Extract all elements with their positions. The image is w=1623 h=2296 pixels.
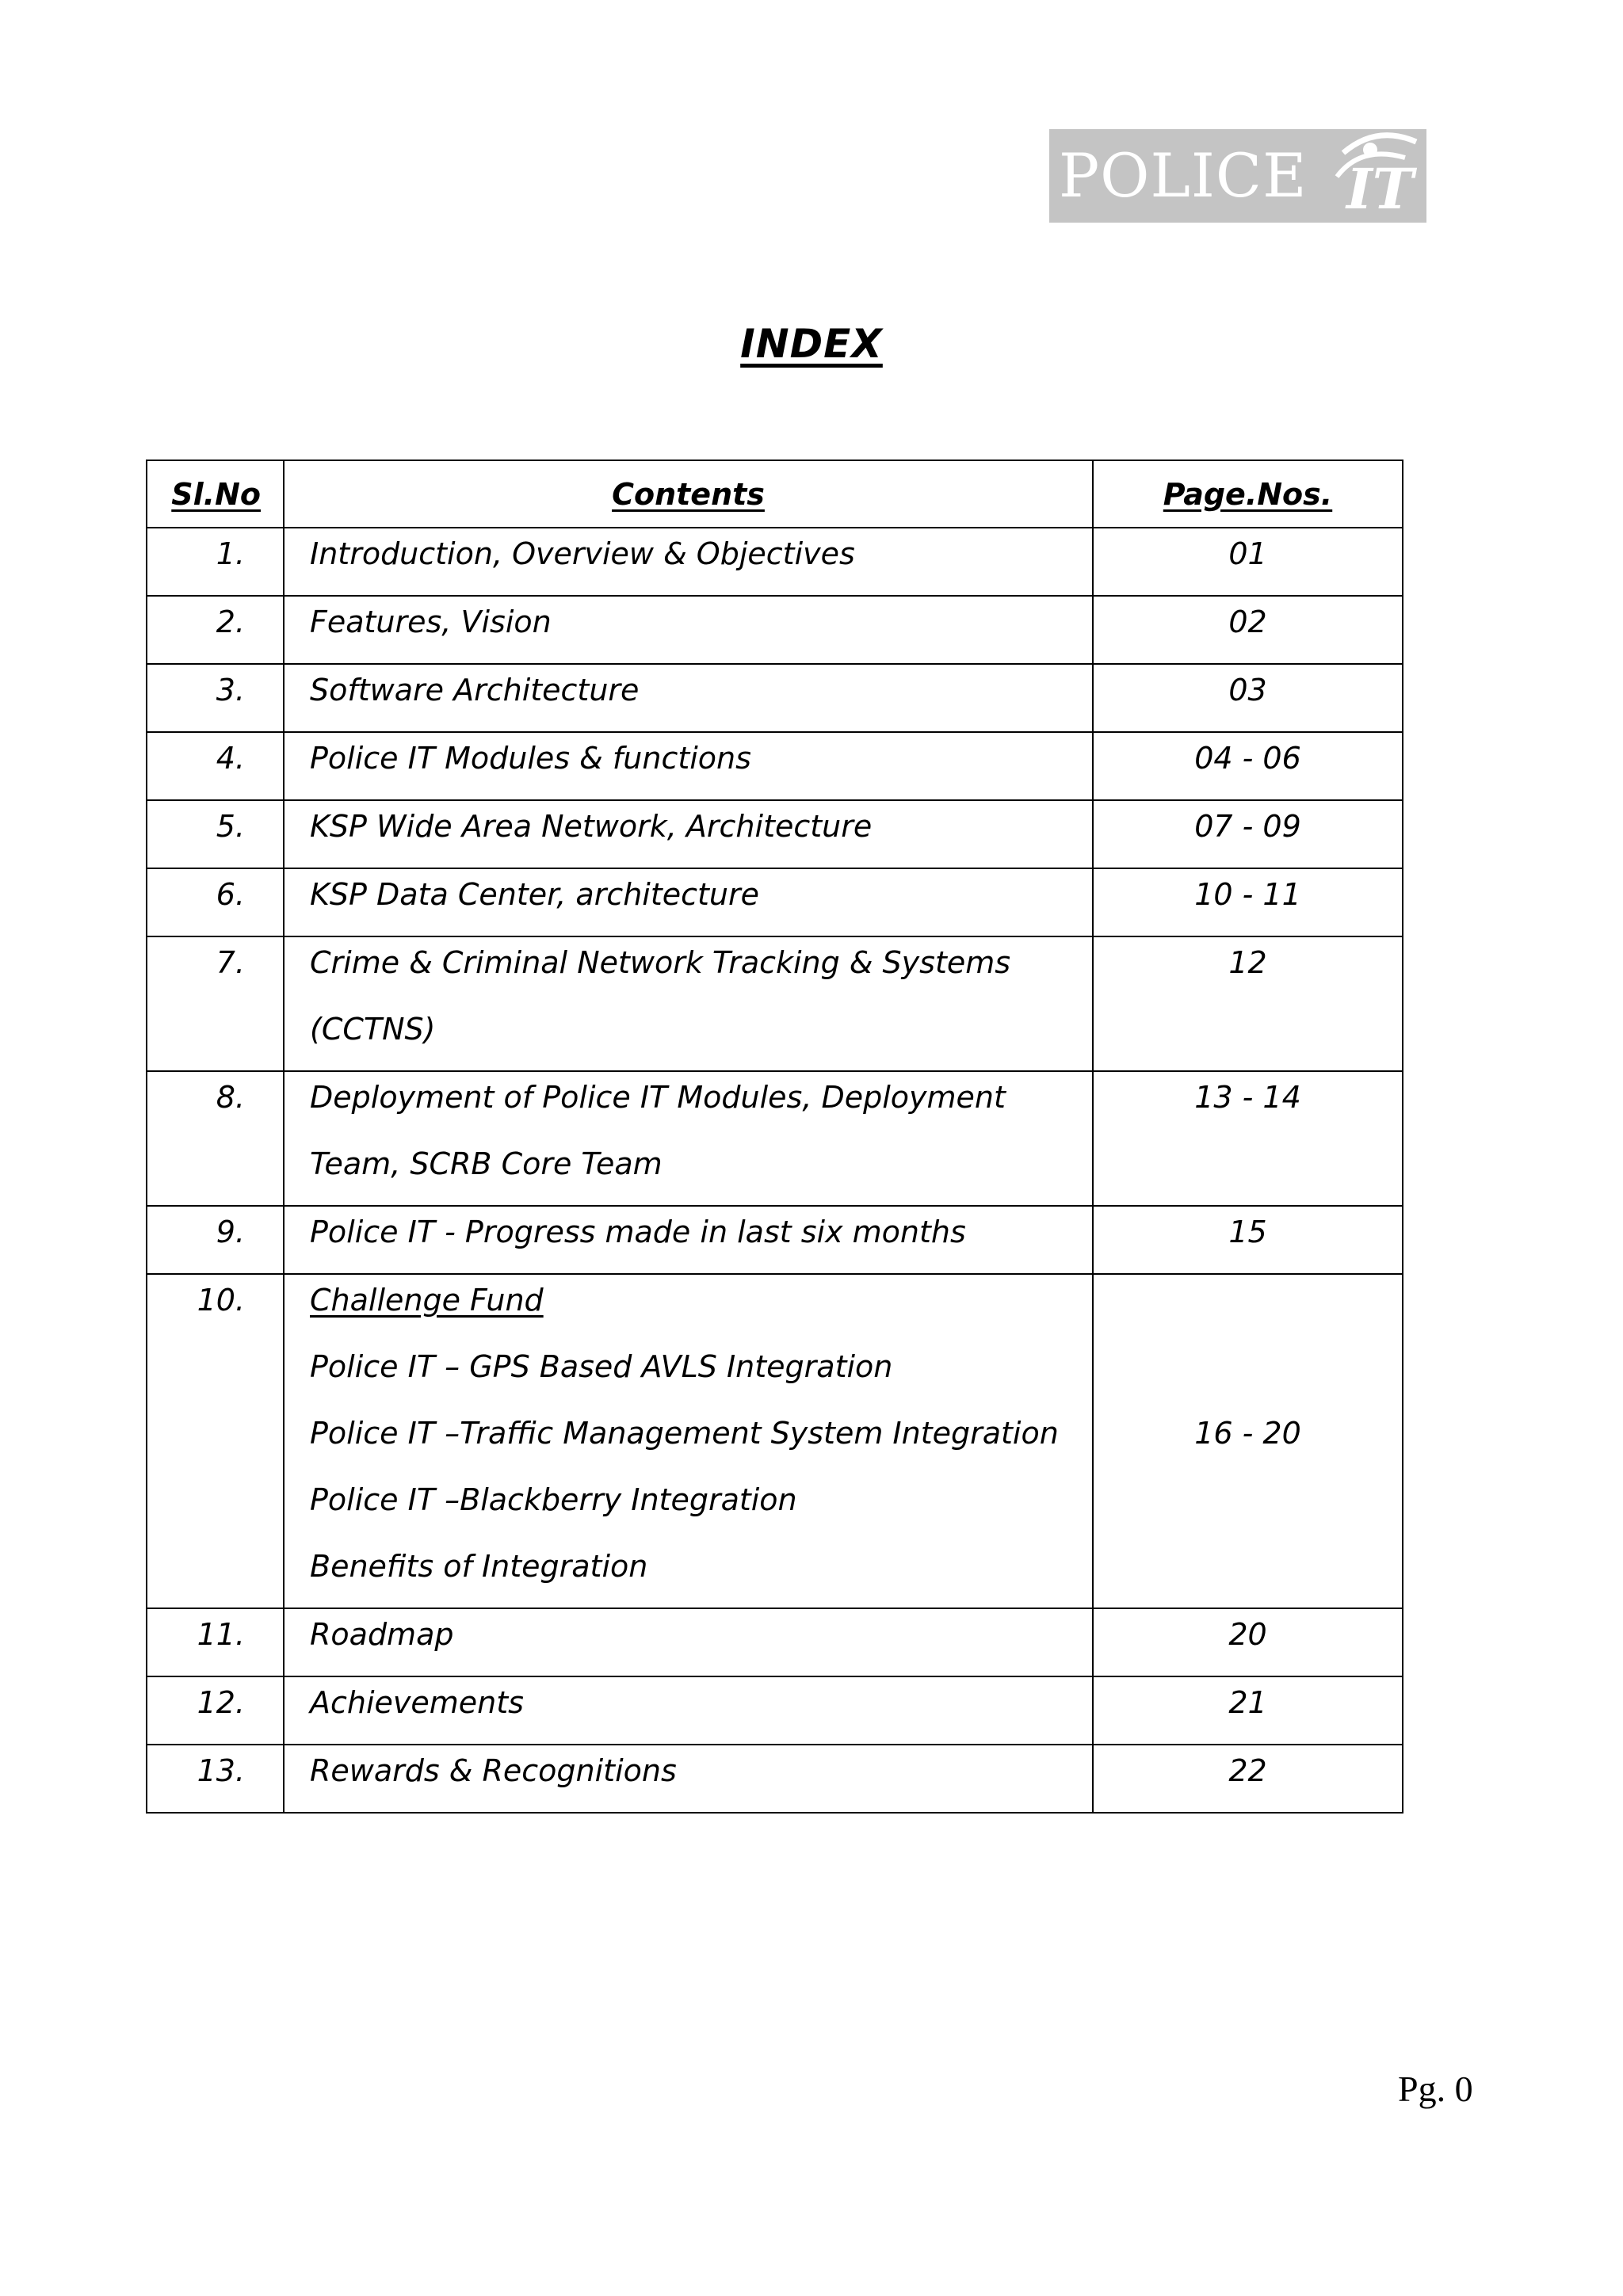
row-sl-no-text: 6. [216,877,245,912]
index-table [146,460,1403,1814]
row-contents [284,1071,1093,1206]
table-row [147,1071,1403,1206]
row-page-nos [1093,528,1403,596]
row-contents [284,868,1093,936]
row-contents-line: Police IT Modules & functions [310,741,751,776]
row-sl-no [147,800,284,868]
row-page-nos [1093,1608,1403,1676]
row-page-nos-text: 20 [1228,1617,1267,1652]
row-contents-line: Benefits of Integration [310,1549,648,1584]
row-contents [284,800,1093,868]
index-table-body [147,528,1403,1813]
row-sl-no [147,664,284,732]
table-row [147,868,1403,936]
row-page-nos-text: 10 - 11 [1194,877,1301,912]
row-contents-line: Police IT - Progress made in last six months [310,1215,966,1249]
row-sl-no-text: 9. [216,1215,245,1249]
row-sl-no-text: 12. [197,1685,245,1720]
row-contents [284,596,1093,664]
row-page-nos [1093,596,1403,664]
row-contents [284,1608,1093,1676]
row-sl-no [147,868,284,936]
row-page-nos-text: 04 - 06 [1194,741,1301,776]
row-sl-no-text: 13. [197,1753,245,1788]
row-contents [284,528,1093,596]
row-contents-line: Rewards & Recognitions [310,1753,677,1788]
row-sl-no [147,1608,284,1676]
row-contents-line: Introduction, Overview & Objectives [310,536,855,571]
table-header-row [147,460,1403,528]
row-page-nos-text: 21 [1228,1685,1267,1720]
row-sl-no [147,1206,284,1274]
row-page-nos [1093,936,1403,1071]
row-contents [284,1206,1093,1274]
table-row [147,800,1403,868]
row-contents [284,1745,1093,1813]
table-row [147,732,1403,800]
row-contents-line: Achievements [310,1685,524,1720]
row-sl-no [147,1676,284,1745]
row-contents-line: KSP Data Center, architecture [310,877,760,912]
row-page-nos [1093,1206,1403,1274]
row-contents-line: Deployment of Police IT Modules, Deployment [310,1080,1006,1115]
row-sl-no-text: 8. [216,1080,245,1115]
row-page-nos [1093,1676,1403,1745]
row-page-nos-text: 13 - 14 [1194,1080,1301,1115]
table-row [147,1608,1403,1676]
row-contents-line: Roadmap [310,1617,454,1652]
header-page-nos: Page.Nos. [1093,460,1403,528]
row-page-nos [1093,1071,1403,1206]
row-contents [284,1676,1093,1745]
row-contents-line: Features, Vision [310,605,552,639]
page-title: INDEX [740,321,883,367]
row-sl-no [147,1071,284,1206]
row-sl-no-text: 5. [216,809,245,844]
row-contents-line: Police IT –Traffic Management System Integration [310,1416,1059,1451]
row-sl-no [147,1274,284,1608]
row-contents [284,664,1093,732]
row-page-nos-text: 02 [1228,605,1267,639]
row-contents [284,732,1093,800]
row-contents-line: Challenge Fund [310,1283,544,1318]
table-row [147,1676,1403,1745]
logo-word: POLICE [1059,140,1308,211]
row-contents [284,936,1093,1071]
row-sl-no [147,732,284,800]
row-page-nos-text: 01 [1228,536,1267,571]
row-contents-line: Crime & Criminal Network Tracking & Systems [310,945,1011,980]
row-sl-no [147,1745,284,1813]
row-page-nos [1093,1745,1403,1813]
row-sl-no-text: 3. [216,673,245,707]
row-sl-no-text: 2. [216,605,245,639]
table-row [147,528,1403,596]
row-page-nos [1093,732,1403,800]
row-page-nos-text: 16 - 20 [1194,1416,1301,1451]
row-sl-no-text: 10. [197,1283,245,1318]
row-contents-line: Team, SCRB Core Team [310,1146,663,1181]
row-contents-line: KSP Wide Area Network, Architecture [310,809,873,844]
table-row [147,1745,1403,1813]
row-contents-line: (CCTNS) [310,1012,436,1047]
row-page-nos [1093,868,1403,936]
row-contents-line: Software Architecture [310,673,640,707]
header-contents: Contents [284,460,1093,528]
table-row [147,936,1403,1071]
row-sl-no-text: 1. [216,536,245,571]
page-number: Pg. 0 [1398,2069,1473,2109]
it-swirl-logo-icon [1329,129,1426,223]
table-row [147,1274,1403,1608]
police-it-logo [1049,129,1426,223]
row-contents-line: Police IT – GPS Based AVLS Integration [310,1349,893,1384]
row-page-nos-text: 12 [1228,945,1267,980]
row-sl-no [147,596,284,664]
header-sl-no: Sl.No [147,460,284,528]
row-sl-no-text: 7. [216,945,245,980]
table-row [147,1206,1403,1274]
logo-mark-text: IT [1346,156,1414,222]
row-page-nos-text: 15 [1228,1215,1267,1249]
row-page-nos [1093,664,1403,732]
row-sl-no-text: 11. [197,1617,245,1652]
row-sl-no [147,936,284,1071]
row-contents [284,1274,1093,1608]
row-sl-no-text: 4. [216,741,245,776]
row-page-nos [1093,1274,1403,1608]
table-row [147,664,1403,732]
row-page-nos-text: 03 [1228,673,1267,707]
row-contents-line: Police IT –Blackberry Integration [310,1482,797,1517]
table-row [147,596,1403,664]
row-page-nos-text: 07 - 09 [1194,809,1301,844]
row-page-nos [1093,800,1403,868]
row-page-nos-text: 22 [1228,1753,1267,1788]
row-sl-no [147,528,284,596]
